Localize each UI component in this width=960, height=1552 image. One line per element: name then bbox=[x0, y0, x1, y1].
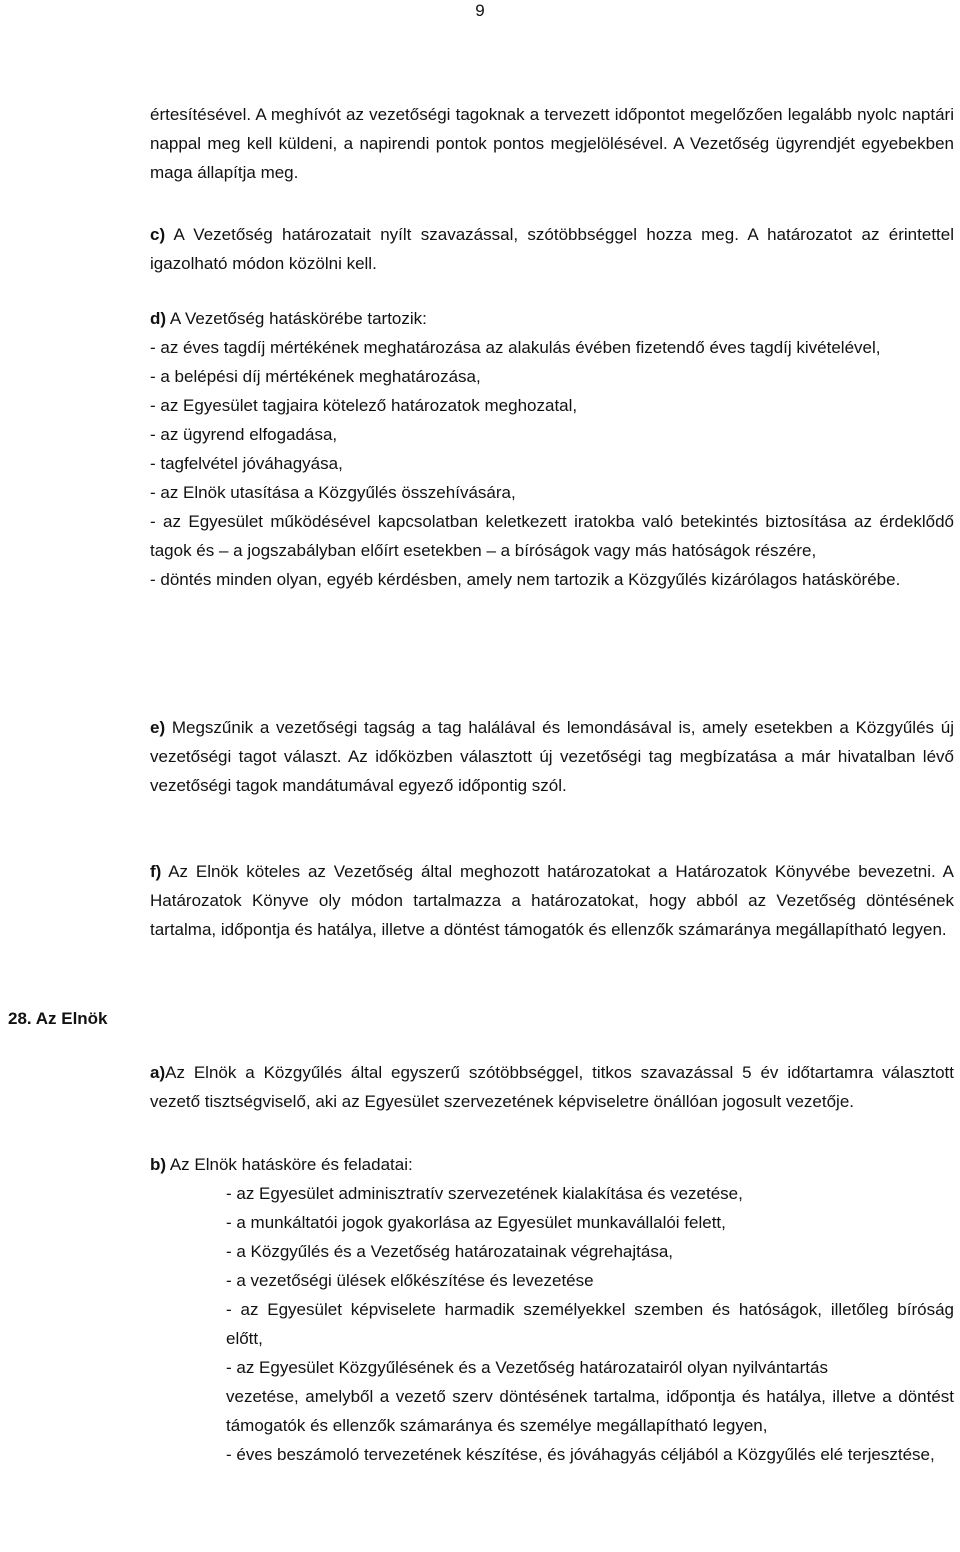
section-d-marker: d) bbox=[150, 309, 167, 328]
section-d-item: - az ügyrend elfogadása, bbox=[150, 425, 338, 444]
page-number: 9 bbox=[475, 1, 485, 20]
section-28-b bbox=[150, 1150, 954, 1469]
section-e-marker: e) bbox=[150, 718, 166, 737]
section-28-b-item: vezetése, amelyből a vezető szerv döntésének tartalma, időpontja és hatálya, illetve a döntést támogatók és ellenzők számaránya és személye megállapítható legyen, bbox=[226, 1387, 954, 1435]
section-d-lead: A Vezetőség hatáskörébe tartozik: bbox=[166, 309, 427, 328]
section-d-item: - az éves tagdíj mértékének meghatározása az alakulás évében fizetendő éves tagdíj kivételével, bbox=[150, 338, 881, 357]
section-f-marker: f) bbox=[150, 862, 162, 881]
section-d-item: - a belépési díj mértékének meghatározása, bbox=[150, 367, 481, 386]
section-d-lead-line bbox=[150, 304, 954, 333]
section-28-b-item: - a Közgyűlés és a Vezetőség határozatainak végrehajtása, bbox=[226, 1242, 674, 1261]
intro-paragraph: értesítésével. A meghívót az vezetőségi tagoknak a tervezett időpontot megelőzően legalább nyolc naptári nappal meg kell küldeni, a napirendi pontok pontos megjelölésével. A Vezetőség ügyrendjét egyebekben maga állapítja meg. bbox=[150, 105, 954, 182]
section-28-a bbox=[150, 1058, 954, 1116]
section-e bbox=[150, 713, 954, 800]
section-f bbox=[150, 857, 954, 944]
section-28-a-text: Az Elnök a Közgyűlés által egyszerű szótöbbséggel, titkos szavazással 5 év időtartamra választott vezető tisztségviselő, aki az Egyesület szervezetének képviseletre önállóan jogosult vezetője. bbox=[150, 1063, 954, 1111]
section-28-b-item: - a munkáltatói jogok gyakorlása az Egyesület munkavállalói felett, bbox=[226, 1213, 726, 1232]
section-28-heading: 28. Az Elnök bbox=[8, 1009, 108, 1028]
section-d-item: - az Elnök utasítása a Közgyűlés összehívására, bbox=[150, 483, 516, 502]
section-28-b-marker: b) bbox=[150, 1155, 167, 1174]
section-c bbox=[150, 220, 954, 278]
section-d-item: - tagfelvétel jóváhagyása, bbox=[150, 454, 343, 473]
section-28-b-item: - az Egyesület Közgyűlésének és a Vezetőség határozatairól olyan nyilvántartás bbox=[226, 1358, 828, 1377]
section-28-b-item: - az Egyesület képviselete harmadik személyekkel szemben és hatóságok, illetőleg bíróság előtt, bbox=[226, 1300, 954, 1348]
section-f-text: Az Elnök köteles az Vezetőség által meghozott határozatokat a Határozatok Könyvébe bevezetni. A Határozatok Könyve oly módon tartalmazza a határozatokat, hogy abból az Vezetőség döntésének tartalma, időpontja és hatálya, illetve a döntést támogatók és ellenzők számaránya megállapítható legyen. bbox=[150, 862, 954, 939]
section-28-b-lead: Az Elnök hatásköre és feladatai: bbox=[166, 1155, 413, 1174]
section-d bbox=[150, 304, 954, 594]
section-28-b-item: - a vezetőségi ülések előkészítése és levezetése bbox=[226, 1271, 594, 1290]
section-28-b-item: - éves beszámoló tervezetének készítése, és jóváhagyás céljából a Közgyűlés elé terjesztése, bbox=[226, 1445, 935, 1464]
section-e-text: Megszűnik a vezetőségi tagság a tag halálával és lemondásával is, amely esetekben a Közgyűlés új vezetőségi tagot választ. Az időközben választott új vezetőségi tag megbízatása a már hivatalban lévő vezetőségi tagok mandátumával egyező időpontig szól. bbox=[150, 718, 954, 795]
section-28-b-lead-line bbox=[150, 1150, 954, 1179]
section-28-b-item: - az Egyesület adminisztratív szervezetének kialakítása és vezetése, bbox=[226, 1184, 743, 1203]
section-28-a-marker: a) bbox=[150, 1063, 166, 1082]
section-c-text: A Vezetőség határozatait nyílt szavazással, szótöbbséggel hozza meg. A határozatot az érintettel igazolható módon közölni kell. bbox=[150, 225, 954, 273]
section-d-item: - az Egyesület tagjaira kötelező határozatok meghozatal, bbox=[150, 396, 578, 415]
section-d-item: - döntés minden olyan, egyéb kérdésben, amely nem tartozik a Közgyűlés kizárólagos hatáskörébe. bbox=[150, 570, 901, 589]
section-d-item: - az Egyesület működésével kapcsolatban keletkezett iratokba való betekintés biztosítása az érdeklődő tagok és – a jogszabályban előírt esetekben – a bíróságok vagy más hatóságok részére, bbox=[150, 512, 954, 560]
section-c-marker: c) bbox=[150, 225, 166, 244]
